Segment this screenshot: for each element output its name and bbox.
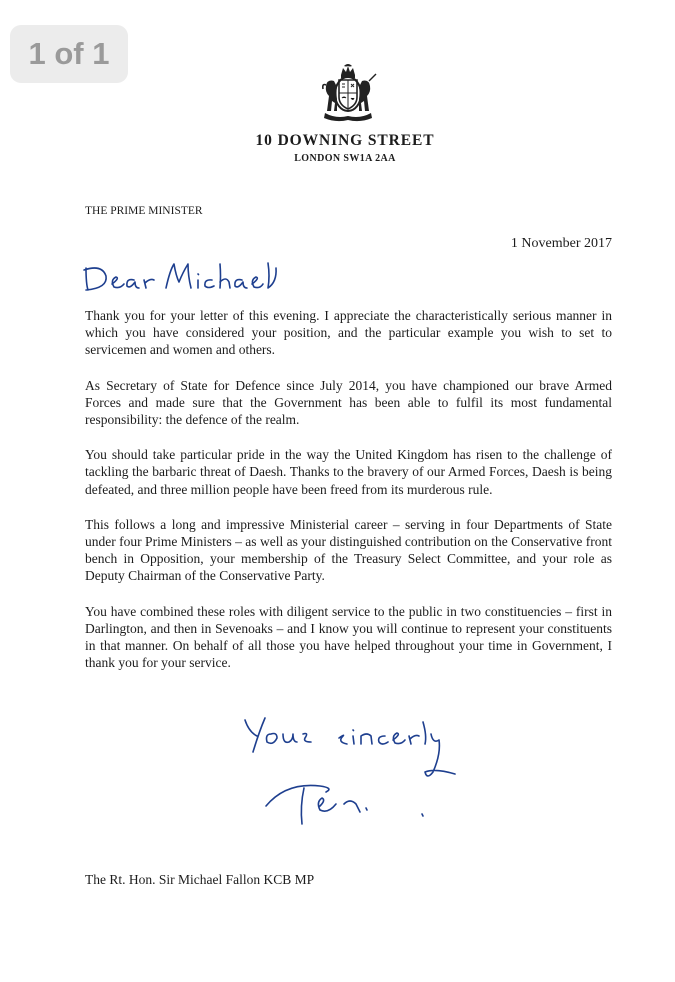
handwritten-signature (262, 772, 452, 832)
letter-paragraph: As Secretary of State for Defence since July 2014, you have championed our brave Armed Forces and made sure that the Government has been able to fulfil its most fundamental responsibility: the defence of the realm. (85, 377, 612, 428)
page-indicator-badge: 1 of 1 (10, 25, 128, 83)
royal-coat-of-arms-icon (316, 63, 380, 127)
recipient-line: The Rt. Hon. Sir Michael Fallon KCB MP (85, 872, 315, 887)
address-postcode: LONDON SW1A 2AA (294, 153, 396, 164)
letter-paragraph: You have combined these roles with diligent service to the public in two constituencies – first in Darlington, and then in Sevenoaks – and I know you will continue to represent your constituents in that manner. On behalf of all those you have helped throughout your time in Government, I thank you for your service. (85, 603, 612, 671)
handwritten-salutation (80, 258, 280, 298)
letter-paragraph: Thank you for your letter of this evening. I appreciate the characteristically serious manner in which you have considered your position, and the particular example you wish to set to servicemen and women and others. (85, 308, 612, 358)
address-title: 10 DOWNING STREET (255, 132, 435, 149)
letter-date: 1 November 2017 (510, 236, 612, 251)
letter-paragraph: This follows a long and impressive Ministerial career – serving in four Departments of State under four Prime Ministers – as well as your distinguished contribution on the Conservative front bench in Opposition, your membership of the Treasury Select Committee, and your role as Deputy Chairman of the Conservative Party. (85, 516, 612, 584)
letter-body (85, 307, 612, 689)
letter-paragraph: You should take particular pride in the way the United Kingdom has risen to the challenge of tackling the barbaric threat of Daesh. Thanks to the bravery of our Armed Forces, Daesh is being defeated, and three million people have been freed from its murderous rule. (85, 447, 612, 497)
sender-title: THE PRIME MINISTER (85, 205, 203, 217)
